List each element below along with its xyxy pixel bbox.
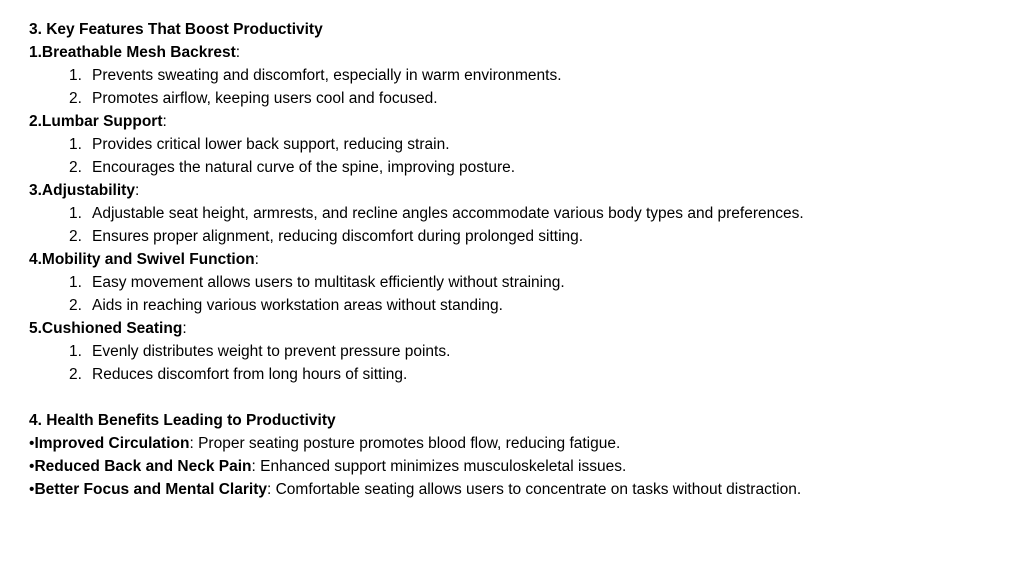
feature-2-title: 2.Lumbar Support xyxy=(29,113,163,130)
list-item-text: Easy movement allows users to multitask efficiently without straining. xyxy=(92,274,565,291)
list-item xyxy=(29,133,1009,156)
list-item xyxy=(29,225,1009,248)
feature-1-colon: : xyxy=(235,44,241,61)
list-item-number: 1. xyxy=(69,136,82,153)
slide-content xyxy=(29,18,1009,501)
benefit-title: Improved Circulation xyxy=(34,435,190,452)
feature-4-title: 4.Mobility and Swivel Function xyxy=(29,251,255,268)
feature-5-title-line xyxy=(29,317,1009,340)
feature-2-colon: : xyxy=(162,113,167,130)
bullet-mark: • xyxy=(29,481,35,498)
feature-5-title: 5.Cushioned Seating xyxy=(29,320,183,337)
list-item-text: Prevents sweating and discomfort, especially in warm environments. xyxy=(92,67,562,84)
list-item-number: 1. xyxy=(69,343,82,360)
benefit-bullet xyxy=(29,455,1009,478)
list-item-text: Provides critical lower back support, reducing strain. xyxy=(92,136,450,153)
feature-1-title-line xyxy=(29,41,1009,64)
benefit-bullet xyxy=(29,432,1009,455)
feature-3-title-line xyxy=(29,179,1009,202)
benefit-text: : Proper seating posture promotes blood flow, reducing fatigue. xyxy=(189,435,621,452)
section-3-heading: 3. Key Features That Boost Productivity xyxy=(29,21,323,38)
benefit-text: : Enhanced support minimizes musculoskeletal issues. xyxy=(251,458,627,475)
list-item-text: Ensures proper alignment, reducing discomfort during prolonged sitting. xyxy=(92,228,584,245)
feature-3-colon: : xyxy=(134,182,140,199)
benefit-text: : Comfortable seating allows users to concentrate on tasks without distraction. xyxy=(266,481,802,498)
list-item-number: 1. xyxy=(69,205,82,222)
benefit-title: Better Focus and Mental Clarity xyxy=(34,481,267,498)
feature-3-title: 3.Adjustability xyxy=(29,182,135,199)
list-item xyxy=(29,87,1009,110)
list-item xyxy=(29,202,1009,225)
list-item-number: 2. xyxy=(69,297,82,314)
list-item xyxy=(29,156,1009,179)
feature-2-title-line xyxy=(29,110,1009,133)
section-spacer xyxy=(29,386,1009,409)
bullet-mark: • xyxy=(29,458,35,475)
benefit-bullet xyxy=(29,478,1009,501)
list-item-text: Encourages the natural curve of the spine, improving posture. xyxy=(92,159,516,176)
benefit-title: Reduced Back and Neck Pain xyxy=(34,458,252,475)
list-item xyxy=(29,363,1009,386)
list-item xyxy=(29,340,1009,363)
feature-5-colon: : xyxy=(182,320,187,337)
list-item-number: 1. xyxy=(69,67,82,84)
list-item-text: Aids in reaching various workstation areas without standing. xyxy=(92,297,503,314)
feature-4-colon: : xyxy=(254,251,259,268)
list-item-number: 2. xyxy=(69,366,82,383)
list-item xyxy=(29,64,1009,87)
feature-1-title: 1.Breathable Mesh Backrest xyxy=(29,44,236,61)
list-item xyxy=(29,294,1009,317)
list-item-text: Adjustable seat height, armrests, and recline angles accommodate various body types and preferences. xyxy=(92,205,804,222)
bullet-mark: • xyxy=(29,435,35,452)
list-item-text: Promotes airflow, keeping users cool and focused. xyxy=(92,90,438,107)
list-item-text: Reduces discomfort from long hours of sitting. xyxy=(92,366,408,383)
feature-4-title-line xyxy=(29,248,1009,271)
list-item-number: 2. xyxy=(69,228,82,245)
list-item-number: 2. xyxy=(69,90,82,107)
list-item xyxy=(29,271,1009,294)
list-item-number: 2. xyxy=(69,159,82,176)
section-4-heading: 4. Health Benefits Leading to Productivity xyxy=(29,412,336,429)
list-item-text: Evenly distributes weight to prevent pressure points. xyxy=(92,343,451,360)
list-item-number: 1. xyxy=(69,274,82,291)
